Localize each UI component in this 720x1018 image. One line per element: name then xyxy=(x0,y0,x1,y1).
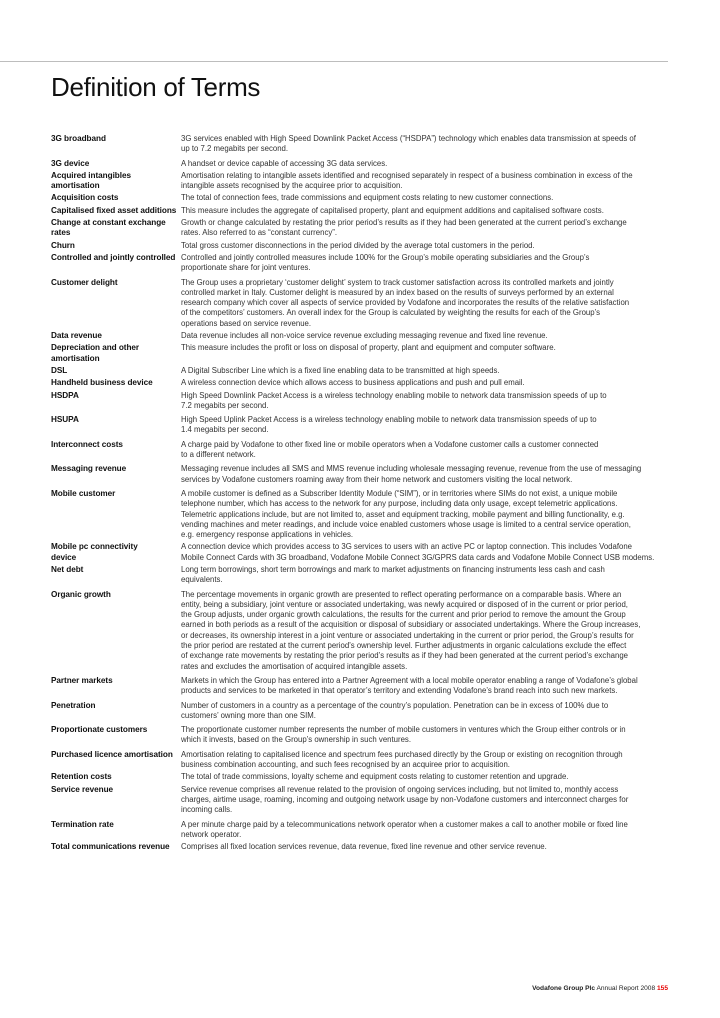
term-definition: Amortisation relating to intangible assets identified and recognised separately in respect of a business combination in excess of the intangible assets recognised by the acquiree prior to acquisition. xyxy=(181,170,633,191)
term-definition: Long term borrowings, short term borrowings and mark to market adjustments on financing instruments less cash and cash equivalents. xyxy=(181,564,605,585)
term-row xyxy=(51,440,668,461)
term-definition: High Speed Downlink Packet Access is a wireless technology enabling mobile to network data transmission speeds of up to 7.2 megabits per second. xyxy=(181,390,607,410)
term-row xyxy=(51,159,668,169)
term-definition: The total of trade commissions, loyalty scheme and equipment costs relating to customer retention and upgrade. xyxy=(181,772,569,782)
term-definition: 3G services enabled with High Speed Downlink Packet Access (“HSDPA”) technology which enables data transmission at speeds of up to 7.2 megabits per second. xyxy=(181,134,636,154)
term-definition: A per minute charge paid by a telecommunications network operator when a customer makes a call to another mobile or fixed line network operator. xyxy=(181,819,628,839)
term-label: HSUPA xyxy=(51,415,79,425)
term-label: Partner markets xyxy=(51,675,113,685)
term-row xyxy=(51,565,668,586)
term-row xyxy=(51,241,668,251)
term-definition: The proportionate customer number represents the number of mobile customers in ventures which the Group either controls or in which it invests, based on the Group’s ownership in such ventures. xyxy=(181,725,626,745)
term-row xyxy=(51,134,668,155)
term-label: Mobile pc connectivity device xyxy=(51,542,138,562)
term-definition: High Speed Uplink Packet Access is a wireless technology enabling mobile to network data transmission speeds of up to 1.4 megabits per second. xyxy=(181,415,597,435)
term-label: Net debt xyxy=(51,564,84,574)
term-label: Change at constant exchange rates xyxy=(51,218,166,238)
term-row xyxy=(51,590,668,672)
term-row xyxy=(51,542,668,563)
term-row xyxy=(51,820,668,841)
page-footer xyxy=(532,985,668,992)
term-label: Proportionate customers xyxy=(51,725,148,735)
term-definition: Comprises all fixed location services revenue, data revenue, fixed line revenue and other service revenue. xyxy=(181,842,547,852)
term-definition: A mobile customer is defined as a Subscriber Identity Module (“SIM”), or in territories where SIMs do not exist, a unique mobile telephone number, which has access to the network for any purpose, including data only usage, except telemetric applications. Telemetric applications include, but are not limited to, asset and equipment tracking, mobile payment and billing functionality, e.g. vending machines and meter readings, and include voice enabled customers whose usage is limited to a central service operation, e.g. emergency response applications in vehicles. xyxy=(181,488,631,540)
term-row xyxy=(51,391,668,412)
term-label: Controlled and jointly controlled xyxy=(51,252,176,262)
term-definition: This measure includes the aggregate of capitalised property, plant and equipment additions and capitalised software costs. xyxy=(181,205,604,215)
footer-company: Vodafone Group Plc xyxy=(532,985,596,992)
term-row xyxy=(51,253,668,274)
term-row xyxy=(51,193,668,203)
term-row xyxy=(51,171,668,192)
term-label: Messaging revenue xyxy=(51,464,127,474)
term-label: Customer delight xyxy=(51,277,118,287)
term-label: Handheld business device xyxy=(51,378,153,388)
term-definition: A connection device which provides access to 3G services to users with an active PC or laptop connection. This includes Vodafone Mobile Connect Cards with 3G broadband, Vodafone Mobile Connect 3G/GPRS data cards and Vodafone Mobile Connect USB modems. xyxy=(181,542,655,562)
term-label: Interconnect costs xyxy=(51,439,123,449)
term-definition: Growth or change calculated by restating the prior period’s results as if they had been generated at the current period’s exchange rates. Also referred to as “constant currency”. xyxy=(181,218,627,238)
term-definition: Number of customers in a country as a percentage of the country’s population. Penetration can be in excess of 100% due to customers’ owning more than one SIM. xyxy=(181,700,609,720)
term-row xyxy=(51,343,668,364)
term-row xyxy=(51,725,668,746)
term-definition: The total of connection fees, trade commissions and equipment costs relating to new customer connections. xyxy=(181,193,554,203)
terms-list xyxy=(51,134,668,852)
term-label: Mobile customer xyxy=(51,488,116,498)
term-label: Capitalised fixed asset additions xyxy=(51,205,177,215)
term-label: Retention costs xyxy=(51,772,112,782)
term-definition: Total gross customer disconnections in the period divided by the average total customers in the period. xyxy=(181,240,535,250)
term-definition: Markets in which the Group has entered into a Partner Agreement with a local mobile operator enabling a range of Vodafone’s global products and services to be marketed in that operator’s territory and extending Vodafone’s brand reach into such new markets. xyxy=(181,675,638,696)
term-row xyxy=(51,366,668,376)
top-rule xyxy=(0,61,668,62)
term-definition: A charge paid by Vodafone to other fixed line or mobile operators when a Vodafone customer calls a customer connected to a different network. xyxy=(181,439,599,460)
page-title: Definition of Terms xyxy=(51,72,261,102)
term-definition: Service revenue comprises all revenue related to the provision of ongoing services including, but not limited to, monthly access charges, airtime usage, roaming, incoming and outgoing network usage by non-Vodafone customers and interconnect charges for incoming calls. xyxy=(181,784,629,815)
term-row xyxy=(51,415,668,436)
term-row xyxy=(51,772,668,782)
term-label: Depreciation and other amortisation xyxy=(51,343,140,363)
term-row xyxy=(51,842,668,852)
term-label: 3G broadband xyxy=(51,134,106,143)
term-label: Service revenue xyxy=(51,784,114,794)
page-number: 155 xyxy=(656,985,668,992)
term-row xyxy=(51,331,668,341)
footer-report: Annual Report 2008 xyxy=(596,985,656,992)
term-definition: A Digital Subscriber Line which is a fixed line enabling data to be transmitted at high speeds. xyxy=(181,365,500,375)
term-row xyxy=(51,785,668,816)
term-label: Acquired intangibles amortisation xyxy=(51,170,131,191)
term-row xyxy=(51,378,668,388)
term-definition: Controlled and jointly controlled measures include 100% for the Group’s mobile operating subsidiaries and the Group’s proportionate share for joint ventures. xyxy=(181,252,590,273)
term-label: HSDPA xyxy=(51,390,79,400)
term-label: Penetration xyxy=(51,700,96,710)
term-definition: Amortisation relating to capitalised licence and spectrum fees purchased directly by the Group or existing on recognition through business combination accounting, and such fees recognised by an acquiree prior to acquisition. xyxy=(181,749,623,770)
term-label: Termination rate xyxy=(51,819,114,829)
term-label: DSL xyxy=(51,365,68,375)
term-row xyxy=(51,750,668,771)
term-definition: The percentage movements in organic growth are presented to reflect operating performance on a comparable basis. Where an entity, being a subsidiary, joint venture or associated undertaking, was newly acquired or disposed of in the current or prior period, the Group adjusts, under organic growth calculations, the results for the current and prior period to remove the amount the Group earned in both periods as a result of the acquisition or disposal of subsidiary or associated undertakings. Where the Group increases, or decreases, its ownership interest in a joint venture or associated undertaking in the current or prior period, the Group’s results for the prior period are restated at the current period’s ownership level. Further adjustments in organic calculations exclude the effect of exchange rate movements by restating the prior period’s results as if they had been generated at the current period’s exchange rates and excludes the amortisation of acquired intangible assets. xyxy=(181,589,641,671)
term-label: Organic growth xyxy=(51,589,111,599)
term-row xyxy=(51,218,668,239)
term-label: Total communications revenue xyxy=(51,842,170,852)
term-definition: The Group uses a proprietary ‘customer delight’ system to track customer satisfaction across its controlled markets and jointly controlled market in Italy. Customer delight is measured by an index based on the results of surveys performed by an external research company which cover all aspects of service provided by Vodafone and incorporates the results of the relative satisfaction of the competitors’ customers. An overall index for the Group is calculated by weighting the results for each of the Group’s operations based on service revenue. xyxy=(181,277,630,328)
term-row xyxy=(51,701,668,722)
term-definition: This measure includes the profit or loss on disposal of property, plant and equipment and computer software. xyxy=(181,343,556,353)
term-row xyxy=(51,489,668,540)
term-row xyxy=(51,676,668,697)
term-definition: Data revenue includes all non-voice service revenue excluding messaging revenue and fixed line revenue. xyxy=(181,331,548,341)
term-definition: Messaging revenue includes all SMS and MMS revenue including wholesale messaging revenue, revenue from the use of messaging services by Vodafone customers roaming away from their home network and customers visiting the local network. xyxy=(181,464,642,484)
term-row xyxy=(51,464,668,485)
term-row xyxy=(51,278,668,329)
term-row xyxy=(51,206,668,216)
term-definition: A handset or device capable of accessing 3G data services. xyxy=(181,158,388,168)
term-label: 3G device xyxy=(51,158,90,168)
term-label: Purchased licence amortisation xyxy=(51,749,173,759)
term-label: Acquisition costs xyxy=(51,193,119,203)
term-definition: A wireless connection device which allows access to business applications and push and pull email. xyxy=(181,378,525,388)
term-label: Data revenue xyxy=(51,331,102,341)
term-label: Churn xyxy=(51,240,75,250)
